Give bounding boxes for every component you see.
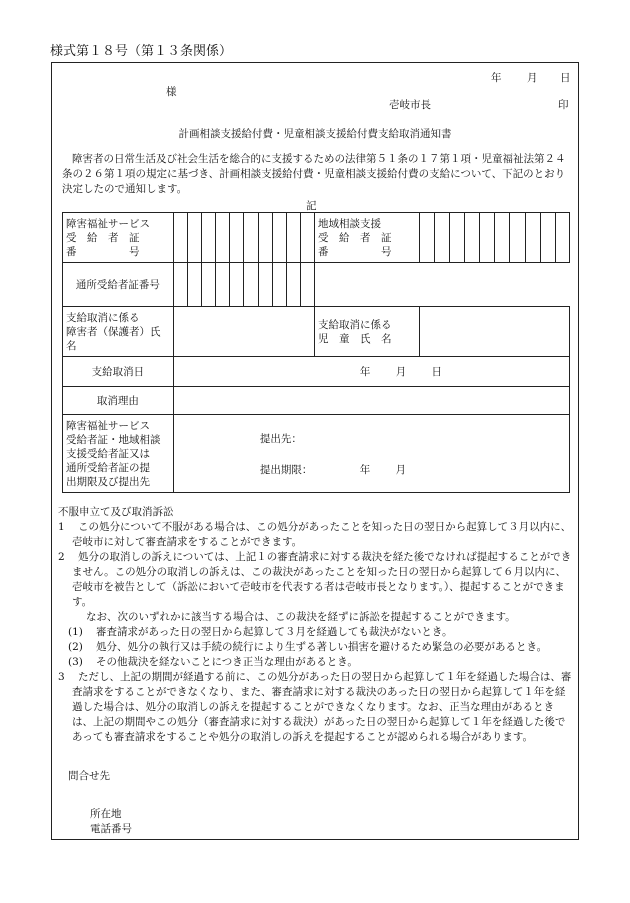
community-cert-digit: [555, 213, 569, 263]
community-cert-digit: [540, 213, 555, 263]
community-cert-digit: [449, 213, 464, 263]
recipient-suffix: 様: [166, 86, 177, 98]
daycare-cert-digit: [258, 263, 272, 307]
header-month: 月: [527, 72, 538, 84]
daycare-cert-digit: [230, 263, 244, 307]
daycare-cert-digit: [216, 263, 230, 307]
appeal-item-1: 1 この処分について不服がある場合は、この処分があったことを知った日の翌日から起算して３月以内に、壱岐市に対して審査請求をすることができます。: [58, 521, 572, 548]
service-cert-label: 障害福祉サービス 受 給 者 証 番 号: [63, 213, 174, 263]
daycare-cert-digit: [187, 263, 201, 307]
contact-heading: 問合せ先: [68, 770, 110, 782]
appeal-item-3: 3 ただし、上記の期間が経過する前に、この処分があった日の翌日から起算して１年を経過した場合は、審査請求をすることができなくなり、また、審査請求に対する裁決のあった日の翌日から起算して１年を経過した場合は、処分の取消しの訴えを提起することができなくなります。なお、正当な理由があるときは、上記の期間やこの処分（審査請求に対する裁決）があった日の翌日から起算して１年を経過した後であっても審査請求をすることや処分の取消しの訴えを提起することが認められる場合があります。: [58, 671, 572, 743]
community-cert-digit: [480, 213, 495, 263]
daycare-cert-digit: [244, 263, 258, 307]
reason-label: 取消理由: [63, 387, 174, 415]
service-cert-digit: [216, 213, 230, 263]
appeal-sub-item-1: (1) 審査請求があった日の翌日から起算して３月を経過しても裁決がないとき。: [68, 626, 453, 638]
daycare-cert-digit: [202, 263, 216, 307]
community-cert-label: 地域相談支援 受 給 者 証 番 号: [314, 213, 419, 263]
intro-paragraph: 障害者の日常生活及び社会生活を総合的に支援するための法律第５１条の１７第１項・児童福祉法第２４条の２６第１項の規定に基づき、計画相談支援給付費・児童相談支援給付費の支給について、下記のとおり決定したので通知します。: [62, 153, 566, 195]
service-cert-digit: [272, 213, 286, 263]
service-cert-digit: [230, 213, 244, 263]
child-name-label: 支給取消に係る 児 童 氏 名: [314, 307, 419, 357]
appeal-item-2: 2 処分の取消しの訴えについては、上記１の審査請求に対する裁決を経た後でなければ提起することができません。この処分の取消しの訴えは、この裁決があったことを知った日の翌日から起算して６月以内に、壱岐市を被告として（訴訟において壱岐市を代表する者は壱岐市長となります。）、提起することができます。: [58, 551, 572, 608]
service-cert-digit: [244, 213, 258, 263]
submit-deadline-row: 提出期限： 年 月: [259, 463, 407, 476]
daycare-cert-digit: [300, 263, 314, 307]
daycare-cert-digit: [173, 263, 187, 307]
header-day: 日: [560, 72, 571, 84]
document-title: 計画相談支援給付費・児童相談支援給付費支給取消通知書: [178, 128, 452, 140]
row-submission: [63, 415, 570, 493]
daycare-cert-blank: [314, 263, 569, 307]
service-cert-digit: [286, 213, 300, 263]
community-cert-digit: [510, 213, 525, 263]
service-cert-digit: [300, 213, 314, 263]
community-cert-digit: [495, 213, 510, 263]
reason-field: [173, 387, 569, 415]
service-cert-digit: [258, 213, 272, 263]
cancel-date-field: 年 月 日: [173, 357, 569, 387]
row-cancel-date: [63, 357, 570, 387]
person-name-field: [173, 307, 314, 357]
child-name-field: [419, 307, 569, 357]
daycare-cert-digit: [272, 263, 286, 307]
cancel-date-label: 支給取消日: [63, 357, 174, 387]
form-number: 様式第１８号（第１３条関係）: [50, 44, 233, 59]
daycare-cert-digit: [286, 263, 300, 307]
row-service-cert: [63, 213, 570, 263]
row-reason: [63, 387, 570, 415]
header-year: 年: [491, 72, 502, 84]
service-cert-digit: [202, 213, 216, 263]
daycare-cert-label: 通所受給者証番号: [63, 263, 174, 307]
issuer-name: 壱岐市長: [389, 99, 431, 111]
submission-label: 障害福祉サービス 受給者証・地域相談 支援受給者証又は 通所受給者証の提 出期限及び提出先: [63, 415, 174, 493]
community-cert-digit: [419, 213, 434, 263]
community-cert-digit: [525, 213, 540, 263]
appeal-sub-intro: なお、次のいずれかに該当する場合は、この裁決を経ずに訴訟を提起することができます。: [86, 611, 516, 623]
person-name-label: 支給取消に係る 障害者（保護者）氏 名: [63, 307, 174, 357]
contact-address-label: 所在地: [90, 808, 122, 820]
submit-to-label: 提出先：: [259, 432, 302, 445]
row-daycare-cert: [63, 263, 570, 307]
ki-marker: 記: [306, 200, 317, 212]
row-names: [63, 307, 570, 357]
seal-mark: 印: [558, 99, 569, 111]
appeal-sub-item-2: (2) 処分、処分の執行又は手続の続行により生ずる著しい損害を避けるため緊急の必要があるとき。: [68, 641, 548, 653]
service-cert-digit: [173, 213, 187, 263]
service-cert-digit: [187, 213, 201, 263]
details-table: [62, 212, 570, 493]
contact-phone-label: 電話番号: [90, 823, 132, 835]
community-cert-digit: [465, 213, 480, 263]
appeal-heading: 不服申立て及び取消訴訟: [58, 506, 174, 518]
appeal-sub-item-3: (3) その他裁決を経ないことにつき正当な理由があるとき。: [68, 656, 358, 668]
community-cert-digit: [434, 213, 449, 263]
submission-field: [173, 415, 569, 493]
